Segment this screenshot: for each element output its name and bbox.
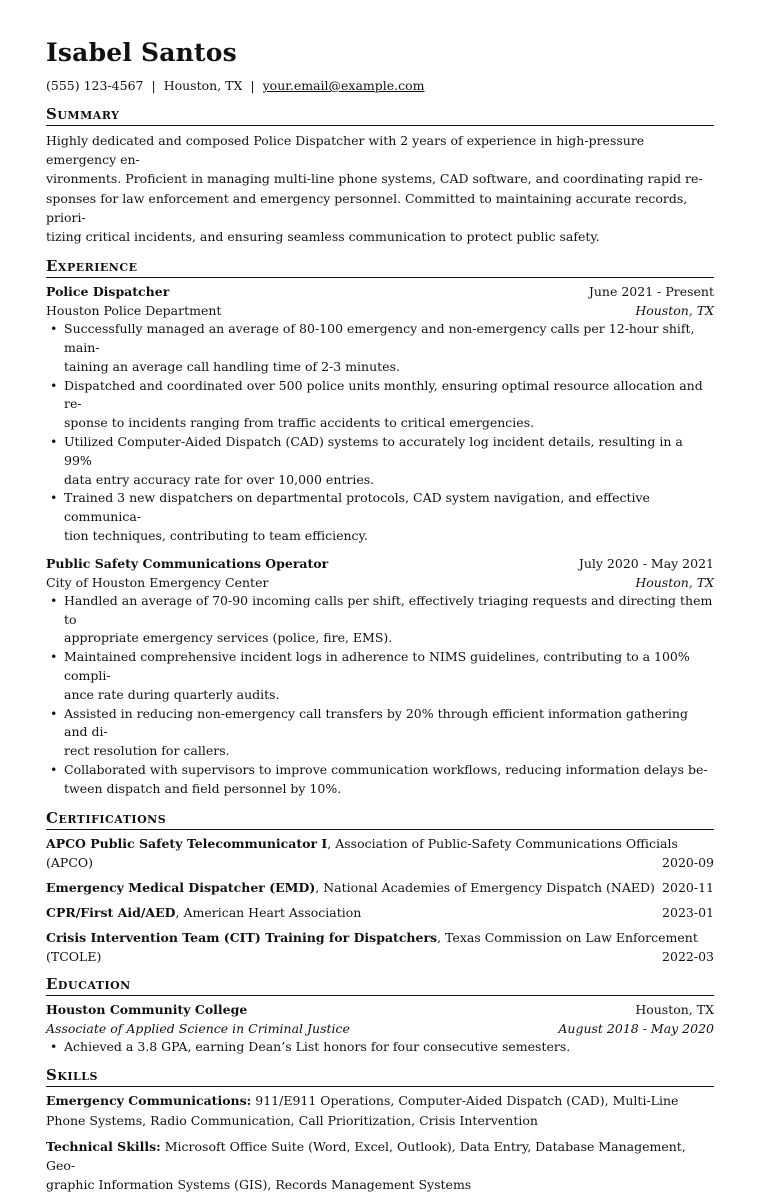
experience-section — [46, 257, 714, 798]
bullet-item: • Trained 3 new dispatchers on departmental protocols, CAD system navigation, and effective communica- tion techniques, contributing to team efficiency. — [46, 489, 714, 545]
cert-issuer-cont: (APCO) — [46, 854, 94, 870]
bullet-item: • Assisted in reducing non-emergency call transfers by 20% through efficient information gathering and di- rect resolution for callers. — [46, 705, 714, 761]
cert-issuer: , Association of Public-Safety Communications Officials — [327, 835, 678, 851]
cert-issuer: , Texas Commission on Law Enforcement — [437, 929, 698, 945]
skill-label: Emergency Communications: — [46, 1093, 252, 1109]
cert-issuer-cont: (TCOLE) — [46, 948, 102, 964]
summary-line: tizing critical incidents, and ensuring seamless communication to protect public safety. — [46, 229, 600, 245]
school-name: Houston Community College — [46, 1001, 248, 1017]
cert-issuer: , National Academies of Emergency Dispatch (NAED) — [315, 879, 655, 895]
summary-line: Highly dedicated and composed Police Dispatcher with 2 years of experience in high-pressure emergency en- — [46, 133, 645, 168]
education-section — [46, 975, 714, 1057]
skill-group — [46, 1091, 714, 1129]
education-dates: August 2018 - May 2020 — [558, 1020, 714, 1036]
skills-section — [46, 1066, 714, 1194]
bullet-item: • Utilized Computer-Aided Dispatch (CAD) systems to accurately log incident details, resulting in a 99% data entry accuracy rate for over 10,000 entries. — [46, 433, 714, 489]
cert-name: APCO Public Safety Telecommunicator I — [46, 835, 328, 851]
skill-group — [46, 1137, 714, 1194]
certification-item — [46, 834, 714, 872]
bullet-item: • Achieved a 3.8 GPA, earning Dean’s List honors for four consecutive semesters. — [46, 1038, 714, 1057]
separator: | — [151, 78, 156, 93]
job-location: Houston, TX — [635, 303, 714, 319]
job-org: City of Houston Emergency Center — [46, 574, 269, 590]
location: Houston, TX — [163, 78, 243, 93]
skill-list: 911/E911 Operations, Computer-Aided Dispatch (CAD), Multi-Line — [251, 1093, 679, 1109]
education-entry — [46, 1000, 714, 1057]
bullet-item: • Successfully managed an average of 80-100 emergency and non-emergency calls per 12-hour shift, main- taining an average call handling time of 2-3 minutes. — [46, 320, 714, 376]
summary-line: vironments. Proficient in managing multi-line phone systems, CAD software, and coordinating rapid re- — [46, 171, 703, 187]
cert-date: 2023-01 — [662, 904, 714, 920]
summary-text — [46, 131, 714, 246]
bullet-item: • Dispatched and coordinated over 500 police units monthly, ensuring optimal resource allocation and re- sponse to incidents ranging from traffic accidents to critical emergencies. — [46, 377, 714, 433]
cert-issuer: , American Heart Association — [175, 904, 362, 920]
job-bullets — [46, 320, 714, 546]
section-title-certifications: Certifications — [46, 809, 714, 830]
contact-line — [46, 77, 714, 95]
skill-label: Technical Skills: — [46, 1138, 161, 1154]
job-org: Houston Police Department — [46, 303, 222, 319]
job-location: Houston, TX — [635, 574, 714, 590]
section-title-experience: Experience — [46, 257, 714, 278]
job-entry — [46, 282, 714, 546]
skill-list: Microsoft Office Suite (Word, Excel, Outlook), Data Entry, Database Management, Geo- — [46, 1138, 686, 1173]
candidate-name: Isabel Santos — [46, 38, 237, 67]
email-link[interactable]: your.email@example.com — [262, 78, 425, 93]
certification-item — [46, 878, 714, 897]
summary-section — [46, 105, 714, 246]
education-bullets — [46, 1038, 714, 1057]
certifications-section — [46, 809, 714, 966]
job-bullets — [46, 592, 714, 799]
cert-date: 2020-11 — [662, 879, 714, 895]
resume-page — [46, 38, 714, 1194]
summary-line: sponses for law enforcement and emergency personnel. Committed to maintaining accurate records, priori- — [46, 190, 688, 225]
job-role: Public Safety Communications Operator — [46, 555, 329, 571]
degree: Associate of Applied Science in Criminal Justice — [46, 1020, 350, 1036]
bullet-item: • Handled an average of 70-90 incoming calls per shift, effectively triaging requests and directing them to appropriate emergency services (police, fire, EMS). — [46, 592, 714, 648]
separator: | — [250, 78, 255, 93]
certification-item — [46, 928, 714, 966]
skill-list-cont: Phone Systems, Radio Communication, Call Prioritization, Crisis Intervention — [46, 1112, 538, 1128]
cert-name: CPR/First Aid/AED — [46, 904, 176, 920]
job-entry — [46, 554, 714, 799]
skill-list-cont: graphic Information Systems (GIS), Records Management Systems — [46, 1177, 472, 1193]
school-location: Houston, TX — [635, 1001, 714, 1017]
cert-date: 2022-03 — [662, 948, 714, 964]
bullet-item: • Collaborated with supervisors to improve communication workflows, reducing information delays be- tween dispatch and field personnel by 10%. — [46, 761, 714, 799]
cert-name: Crisis Intervention Team (CIT) Training for Dispatchers — [46, 929, 438, 945]
job-dates: June 2021 - Present — [588, 284, 714, 300]
certification-item — [46, 903, 714, 922]
cert-name: Emergency Medical Dispatcher (EMD) — [46, 879, 316, 895]
section-title-skills: Skills — [46, 1066, 714, 1087]
section-title-education: Education — [46, 975, 714, 996]
job-role: Police Dispatcher — [46, 284, 170, 300]
job-dates: July 2020 - May 2021 — [578, 555, 714, 571]
cert-date: 2020-09 — [662, 854, 714, 870]
phone-number: (555) 123-4567 — [46, 78, 144, 93]
section-title-summary: Summary — [46, 105, 714, 126]
bullet-item: • Maintained comprehensive incident logs in adherence to NIMS guidelines, contributing to a 100% compli- ance rate during quarterly audits. — [46, 648, 714, 704]
